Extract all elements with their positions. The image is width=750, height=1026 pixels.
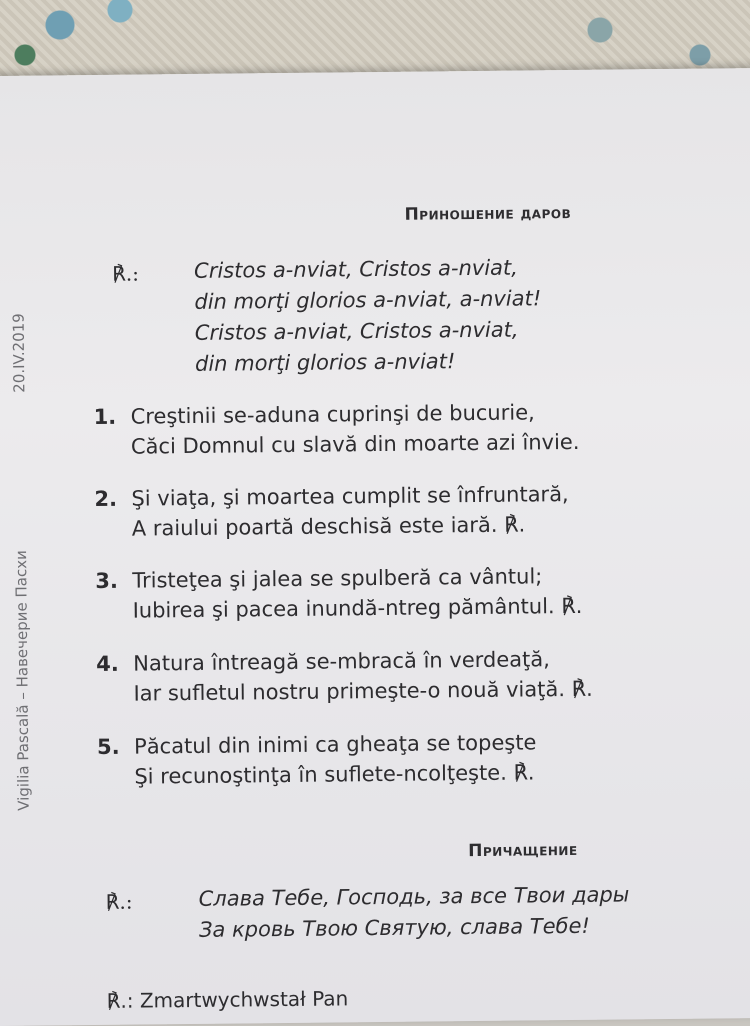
verse-line: Creştinii se-aduna cuprinşi de bucurie, bbox=[130, 400, 535, 429]
side-label-title: Vigilia Pascală – Навечерие Пасхи bbox=[12, 550, 33, 811]
section-heading-offertory: Приношение даров bbox=[404, 202, 572, 225]
cut-off-line: ℟.: Zmartwychwstał Pan bbox=[106, 986, 349, 1013]
refrain-block bbox=[194, 252, 542, 380]
side-label bbox=[9, 313, 33, 811]
refrain-line: За кровь Твою Святую, слава Тебе! bbox=[198, 913, 590, 942]
response-symbol: ℟.: bbox=[105, 889, 133, 914]
verse-line: Căci Domnul cu slavă din moarte azi învie. bbox=[130, 429, 580, 459]
sheet-paper bbox=[0, 68, 750, 1026]
verse-line: Păcatul din inimi ca gheaţa se topeşte bbox=[133, 730, 537, 759]
verse-line: Tristeţea şi jalea se spulberă ca vântul; bbox=[132, 564, 543, 593]
refrain-line: din morţi glorios a-nviat, a-nviat! bbox=[194, 286, 542, 314]
verse-number: 5. bbox=[96, 734, 120, 759]
verse-line: Natura întreagă se-mbracă în verdeaţă, bbox=[133, 647, 550, 676]
verse-number: 3. bbox=[95, 568, 119, 593]
verse-line: A raiului poartă deschisă este iară. ℟. bbox=[131, 512, 526, 541]
refrain-line: Cristos a-nviat, Cristos a-nviat, bbox=[194, 317, 519, 345]
verse-line: Şi recunoştinţa în suflete-ncolţeşte. ℟. bbox=[134, 760, 535, 789]
response-symbol: ℟.: bbox=[111, 261, 140, 286]
communion-refrain bbox=[199, 879, 630, 946]
refrain-line: Слава Тебе, Господь, за все Твои дары bbox=[198, 882, 630, 911]
side-label-date: 20.IV.2019 bbox=[9, 313, 29, 393]
verse-line: Iar sufletul nostru primeşte-o nouă viaţă. ℟. bbox=[133, 676, 593, 706]
verse-line: Iubirea şi pacea inundă-ntreg pământul. ℟. bbox=[132, 593, 583, 623]
refrain-line: din morţi glorios a-nviat! bbox=[194, 349, 456, 376]
refrain-line: Cristos a-nviat, Cristos a-nviat, bbox=[193, 255, 519, 283]
verse-number: 1. bbox=[93, 404, 117, 429]
section-heading-communion: Причащение bbox=[468, 839, 578, 862]
verse-number: 4. bbox=[96, 651, 119, 676]
verse-line: Şi viaţa, şi moartea cumplit se înfruntară, bbox=[131, 482, 569, 511]
verse-number: 2. bbox=[94, 486, 118, 511]
